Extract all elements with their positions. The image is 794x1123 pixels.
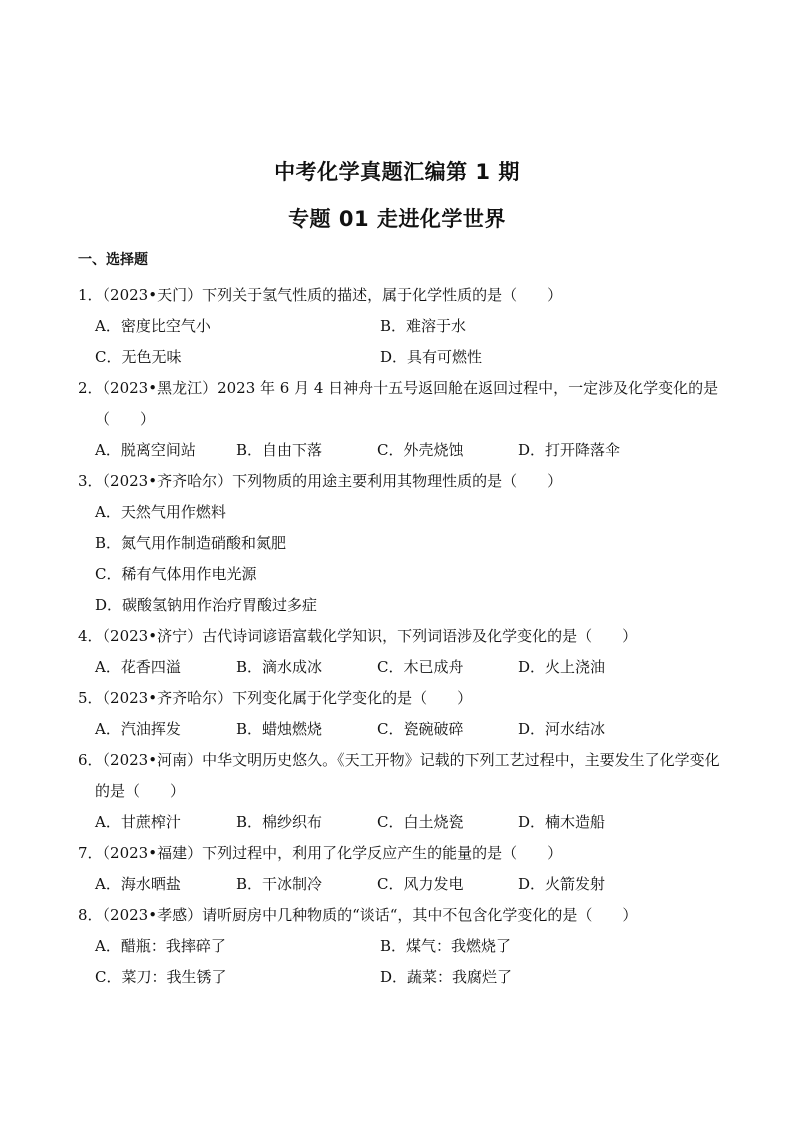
answer-option: A．甘蔗榨汁 <box>95 813 181 831</box>
option-group <box>78 807 728 838</box>
question-item <box>78 745 728 838</box>
answer-option: B．干冰制冷 <box>236 875 323 893</box>
answer-option: A．海水晒盐 <box>95 875 181 893</box>
answer-option: D．具有可燃性 <box>380 348 483 366</box>
answer-option: C．木已成舟 <box>377 658 464 676</box>
answer-option: D．蔬菜：我腐烂了 <box>380 968 513 986</box>
option-group <box>78 931 728 993</box>
answer-option: C．风力发电 <box>377 875 464 893</box>
question-stem: 3．（2023•齐齐哈尔）下列物质的用途主要利用其物理性质的是（ ） <box>78 472 563 490</box>
answer-option: D．楠木造船 <box>518 813 606 831</box>
answer-option: A．密度比空气小 <box>95 317 211 335</box>
document-subtitle: 专题 01 走进化学世界 <box>288 207 506 231</box>
answer-option: D．碳酸氢钠用作治疗胃酸过多症 <box>95 596 318 614</box>
option-group <box>78 311 728 373</box>
answer-option: A．醋瓶：我摔碎了 <box>95 937 226 955</box>
answer-option: C．无色无味 <box>95 348 182 366</box>
question-item <box>78 900 728 993</box>
answer-option: D．火上浇油 <box>518 658 606 676</box>
question-stem: 6．（2023•河南）中华文明历史悠久。《天工开物》记载的下列工艺过程中，主要发生了化学变化的是（ ） <box>78 751 720 800</box>
answer-option: A．脱离空间站 <box>95 441 196 459</box>
answer-option: D．河水结冰 <box>518 720 606 738</box>
question-item <box>78 838 728 900</box>
answer-option: D．火箭发射 <box>518 875 606 893</box>
section-heading: 一、选择题 <box>78 252 148 268</box>
answer-option: C．稀有气体用作电光源 <box>95 565 257 583</box>
answer-option: B．煤气：我燃烧了 <box>380 937 512 955</box>
question-item <box>78 373 728 466</box>
answer-option: B．蜡烛燃烧 <box>236 720 323 738</box>
option-group <box>78 435 728 466</box>
question-stem: 4．（2023•济宁）古代诗词谚语富载化学知识，下列词语涉及化学变化的是（ ） <box>78 627 638 645</box>
option-group <box>78 652 728 683</box>
answer-option: C．白土烧瓷 <box>377 813 464 831</box>
answer-option: A．花香四溢 <box>95 658 181 676</box>
question-list <box>78 280 728 993</box>
question-stem: 1．（2023•天门）下列关于氢气性质的描述，属于化学性质的是（ ） <box>78 286 563 304</box>
question-item <box>78 683 728 745</box>
answer-option: C．瓷碗破碎 <box>377 720 464 738</box>
answer-option: C．菜刀：我生锈了 <box>95 968 227 986</box>
answer-option: B．氮气用作制造硝酸和氮肥 <box>95 534 287 552</box>
answer-option: B．滴水成冰 <box>236 658 323 676</box>
answer-option: A．天然气用作燃料 <box>95 503 226 521</box>
question-stem: 8．（2023•孝感）请听厨房中几种物质的“谈话“，其中不包含化学变化的是（ ） <box>78 906 638 924</box>
question-stem: 7．（2023•福建）下列过程中，利用了化学反应产生的能量的是（ ） <box>78 844 563 862</box>
question-stem: 5．（2023•齐齐哈尔）下列变化属于化学变化的是（ ） <box>78 689 473 707</box>
option-group <box>78 869 728 900</box>
document-title: 中考化学真题汇编第 1 期 <box>274 160 520 184</box>
option-group <box>78 497 728 621</box>
option-group <box>78 714 728 745</box>
answer-option: B．棉纱织布 <box>236 813 323 831</box>
question-item <box>78 466 728 621</box>
answer-option: B．自由下落 <box>236 441 323 459</box>
question-stem: 2．（2023•黑龙江）2023 年 6 月 4 日神舟十五号返回舱在返回过程中，一定涉及化学变化的是（ ） <box>78 379 719 428</box>
answer-option: C．外壳烧蚀 <box>377 441 464 459</box>
answer-option: B．难溶于水 <box>380 317 467 335</box>
answer-option: A．汽油挥发 <box>95 720 181 738</box>
question-item <box>78 621 728 683</box>
question-item <box>78 280 728 373</box>
answer-option: D．打开降落伞 <box>518 441 621 459</box>
